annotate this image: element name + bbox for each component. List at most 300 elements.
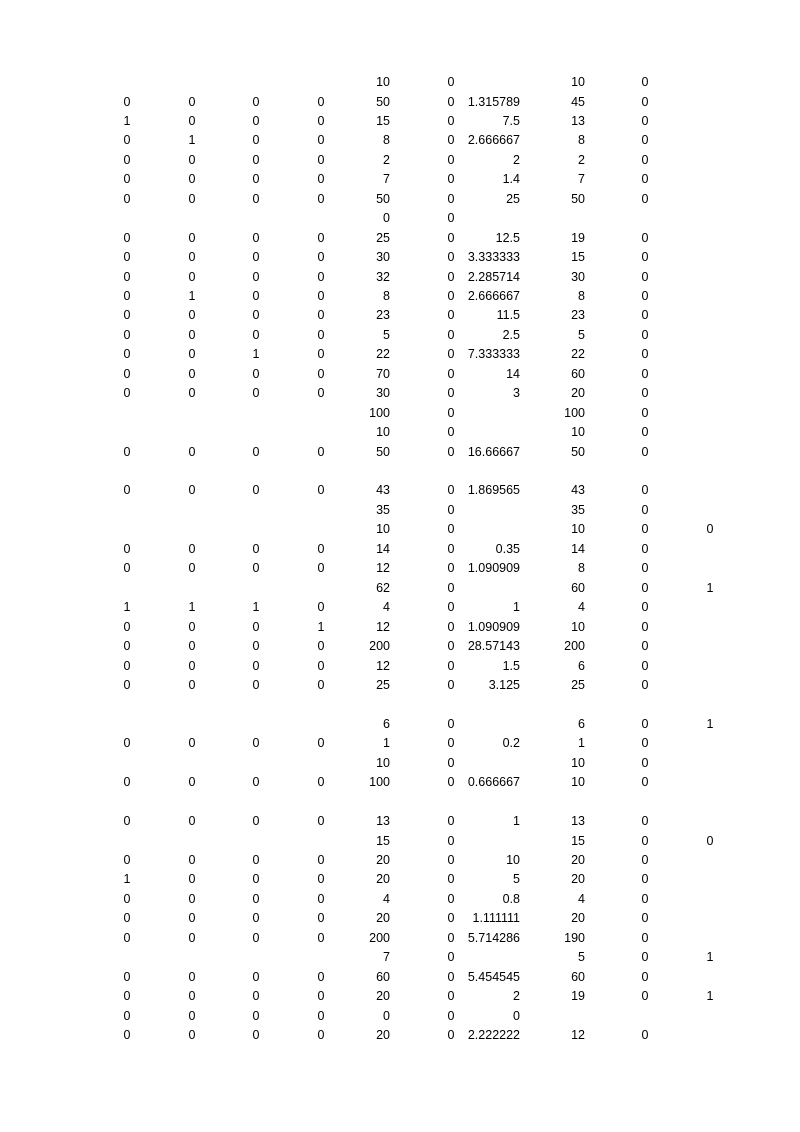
table-cell <box>450 948 520 967</box>
table-cell <box>112 579 142 598</box>
table-cell <box>695 793 725 812</box>
table-cell: 22 <box>376 347 390 362</box>
table-cell <box>695 773 725 792</box>
table-cell: 0 <box>252 152 260 167</box>
table-cell: 0 <box>252 853 260 867</box>
table-cell: 0 <box>188 191 196 206</box>
table-cell: 0 <box>188 386 196 401</box>
table-cell: 1 <box>188 288 196 303</box>
table-cell: 0 <box>641 444 649 459</box>
table-cell: 8 <box>383 133 390 148</box>
table-cell: 1 <box>123 600 131 615</box>
table-cell <box>695 812 725 831</box>
table-cell <box>450 754 520 773</box>
table-row <box>0 812 800 831</box>
table-cell: 0.2 <box>502 736 520 751</box>
table-cell <box>450 209 520 228</box>
table-cell <box>450 462 520 481</box>
table-cell: 20 <box>376 872 390 887</box>
table-cell <box>112 754 142 773</box>
table-cell: 0 <box>123 736 131 751</box>
table-row <box>0 695 800 714</box>
table-cell: 0 <box>252 172 260 187</box>
table-cell: 0 <box>641 814 649 829</box>
table-row <box>0 832 800 851</box>
table-cell: 0 <box>188 230 196 245</box>
table-row <box>0 112 800 131</box>
table-cell: 0 <box>447 775 455 790</box>
table-cell: 0 <box>641 853 649 867</box>
table-cell <box>695 93 725 112</box>
table-cell: 0 <box>317 172 325 187</box>
table-cell <box>630 1007 660 1026</box>
table-cell: 0 <box>252 230 260 245</box>
table-cell: 0 <box>317 386 325 401</box>
table-cell: 10 <box>376 522 390 537</box>
table-cell: 0 <box>641 327 649 342</box>
table-cell <box>177 715 207 734</box>
table-cell: 0 <box>317 113 325 128</box>
table-cell: 5 <box>383 327 390 342</box>
table-cell: 25 <box>571 677 585 692</box>
table-cell: 1 <box>706 716 714 731</box>
table-cell <box>241 501 271 520</box>
table-cell: 0 <box>447 736 455 751</box>
table-cell: 0 <box>123 989 131 1004</box>
table-cell: 0 <box>317 483 325 498</box>
table-cell: 0 <box>123 172 131 187</box>
table-cell: 7.333333 <box>467 347 520 362</box>
table-cell: 0 <box>252 677 260 692</box>
table-cell <box>241 404 271 423</box>
table-cell <box>525 209 585 228</box>
table-cell: 0 <box>317 288 325 303</box>
table-cell: 0 <box>317 230 325 245</box>
table-cell: 0 <box>123 541 131 556</box>
table-cell: 1.5 <box>502 658 520 673</box>
table-cell <box>695 559 725 578</box>
table-cell: 35 <box>571 502 585 517</box>
table-cell: 0 <box>447 113 455 128</box>
table-cell: 0 <box>317 989 325 1004</box>
table-cell <box>241 754 271 773</box>
table-cell: 50 <box>376 94 390 109</box>
table-cell: 5 <box>578 327 585 342</box>
table-cell: 0 <box>641 716 649 731</box>
table-cell: 0 <box>123 133 131 148</box>
table-cell: 0 <box>641 950 649 965</box>
table-cell: 0 <box>123 677 131 692</box>
table-cell: 0 <box>123 269 131 284</box>
table-cell: 20 <box>571 872 585 887</box>
table-cell: 60 <box>571 366 585 381</box>
table-cell: 0 <box>641 639 649 653</box>
table-cell: 1.869565 <box>467 483 520 498</box>
table-cell: 0 <box>641 250 649 264</box>
table-cell <box>177 209 207 228</box>
table-cell: 0 <box>188 814 196 829</box>
table-cell: 0 <box>641 347 649 362</box>
table-row <box>0 851 800 870</box>
table-cell: 0 <box>188 639 196 653</box>
table-cell: 0 <box>447 386 455 401</box>
table-cell: 0 <box>188 347 196 362</box>
table-cell: 16.66667 <box>467 444 520 459</box>
table-row <box>0 131 800 150</box>
table-cell: 12 <box>376 619 390 634</box>
table-row <box>0 345 800 364</box>
table-cell: 0 <box>641 386 649 401</box>
table-cell: 0 <box>317 930 325 945</box>
table-cell <box>112 404 142 423</box>
table-cell <box>695 890 725 909</box>
table-cell: 0 <box>123 775 131 790</box>
table-cell: 15 <box>376 113 390 128</box>
table-cell: 70 <box>376 366 390 381</box>
table-cell: 0 <box>123 308 131 323</box>
table-cell: 0 <box>252 288 260 303</box>
table-row <box>0 637 800 656</box>
table-cell: 7 <box>383 172 390 187</box>
table-cell: 0 <box>317 269 325 284</box>
table-cell <box>695 657 725 676</box>
table-cell: 0 <box>188 1028 196 1042</box>
table-cell: 0.8 <box>502 891 520 906</box>
table-cell: 0 <box>641 619 649 634</box>
table-cell: 0 <box>447 853 455 867</box>
table-cell: 0 <box>447 891 455 906</box>
table-cell: 0 <box>447 250 455 264</box>
table-cell <box>177 404 207 423</box>
table-cell: 0 <box>123 891 131 906</box>
table-cell: 4 <box>578 891 585 906</box>
table-cell: 0 <box>447 755 455 770</box>
table-cell: 0 <box>447 94 455 109</box>
table-cell: 0 <box>317 911 325 926</box>
table-cell <box>695 540 725 559</box>
table-cell <box>177 73 207 92</box>
table-cell: 0 <box>641 75 649 89</box>
table-cell <box>177 754 207 773</box>
table-cell <box>695 209 725 228</box>
table-cell <box>177 520 207 539</box>
table-cell: 0 <box>252 483 260 498</box>
table-cell: 62 <box>376 580 390 595</box>
table-cell: 7.5 <box>502 113 520 128</box>
table-cell <box>695 501 725 520</box>
table-row <box>0 793 800 812</box>
table-cell: 0 <box>317 814 325 829</box>
table-cell: 0 <box>447 541 455 556</box>
table-cell: 0 <box>447 327 455 342</box>
table-cell: 0 <box>252 736 260 751</box>
table-cell <box>695 637 725 656</box>
table-cell: 0 <box>317 541 325 556</box>
table-cell: 0 <box>317 308 325 323</box>
table-cell: 0 <box>447 347 455 362</box>
table-cell: 0 <box>123 658 131 673</box>
table-cell <box>695 929 725 948</box>
table-cell: 0 <box>123 152 131 167</box>
table-cell <box>630 793 660 812</box>
table-cell: 0 <box>447 872 455 887</box>
table-cell: 1 <box>578 736 585 751</box>
table-cell: 0.666667 <box>467 775 520 790</box>
table-cell: 0 <box>188 308 196 323</box>
table-row <box>0 443 800 462</box>
table-row <box>0 598 800 617</box>
table-cell: 0 <box>706 522 714 537</box>
table-cell: 0 <box>252 386 260 401</box>
table-cell: 0 <box>447 600 455 615</box>
table-cell: 0 <box>317 133 325 148</box>
table-row <box>0 170 800 189</box>
table-cell: 8 <box>383 288 390 303</box>
table-cell: 0 <box>317 152 325 167</box>
table-cell: 1 <box>513 814 520 829</box>
table-cell: 1 <box>188 133 196 148</box>
table-cell: 0 <box>641 1028 649 1042</box>
table-cell: 0 <box>317 94 325 109</box>
table-cell: 14 <box>506 366 520 381</box>
table-cell <box>450 715 520 734</box>
table-cell <box>695 481 725 500</box>
table-cell: 0 <box>513 1008 520 1023</box>
table-cell: 0 <box>447 152 455 167</box>
table-cell: 1 <box>513 600 520 615</box>
table-row <box>0 365 800 384</box>
table-cell: 0 <box>188 872 196 887</box>
table-cell <box>241 948 271 967</box>
table-cell: 200 <box>564 639 585 653</box>
table-cell: 0 <box>447 658 455 673</box>
table-cell <box>695 404 725 423</box>
table-cell <box>695 131 725 150</box>
table-cell: 0 <box>641 541 649 556</box>
table-cell <box>177 423 207 442</box>
table-row <box>0 1007 800 1026</box>
table-cell: 0 <box>641 288 649 303</box>
table-cell: 0 <box>447 561 455 576</box>
table-cell: 1.4 <box>502 172 520 187</box>
table-cell: 11.5 <box>496 308 520 323</box>
table-cell <box>177 579 207 598</box>
table-row <box>0 404 800 423</box>
table-cell <box>177 832 207 851</box>
table-cell <box>695 326 725 345</box>
table-cell <box>525 793 585 812</box>
table-cell: 6 <box>578 658 585 673</box>
table-cell <box>695 170 725 189</box>
table-cell: 0 <box>447 75 455 89</box>
table-cell: 20 <box>376 853 390 867</box>
table-cell <box>450 404 520 423</box>
table-cell: 0 <box>317 736 325 751</box>
table-cell: 0 <box>447 814 455 829</box>
table-cell: 25 <box>506 191 520 206</box>
table-cell <box>695 268 725 287</box>
table-cell: 1 <box>123 113 131 128</box>
table-cell <box>695 598 725 617</box>
table-row <box>0 948 800 967</box>
table-row <box>0 326 800 345</box>
table-cell <box>450 695 520 714</box>
table-cell: 10 <box>571 775 585 790</box>
table-cell: 0 <box>188 891 196 906</box>
table-row <box>0 423 800 442</box>
table-cell: 30 <box>376 250 390 264</box>
table-cell: 5 <box>513 872 520 887</box>
table-cell: 100 <box>369 405 390 420</box>
table-cell: 12.5 <box>495 230 520 245</box>
table-cell: 0 <box>641 600 649 615</box>
table-cell <box>241 73 271 92</box>
table-cell <box>177 948 207 967</box>
table-cell <box>695 676 725 695</box>
table-cell: 13 <box>376 814 390 829</box>
table-cell: 50 <box>571 191 585 206</box>
table-cell: 0 <box>123 639 131 653</box>
table-cell <box>112 73 142 92</box>
table-cell: 1 <box>706 950 714 965</box>
table-cell: 2.222222 <box>467 1028 520 1042</box>
table-cell: 43 <box>571 483 585 498</box>
table-cell: 200 <box>369 930 390 945</box>
table-cell: 15 <box>376 833 390 848</box>
table-cell <box>112 695 142 714</box>
table-cell: 0 <box>252 775 260 790</box>
table-cell: 20 <box>376 911 390 926</box>
table-cell: 0 <box>188 366 196 381</box>
table-cell: 0 <box>123 1028 131 1042</box>
table-cell: 3.333333 <box>467 250 520 264</box>
table-cell: 0 <box>447 425 455 440</box>
table-cell: 8 <box>578 288 585 303</box>
table-cell: 0 <box>123 250 131 264</box>
table-cell <box>695 851 725 870</box>
table-cell: 0 <box>641 872 649 887</box>
table-cell <box>112 462 142 481</box>
table-cell <box>330 793 390 812</box>
table-cell: 0 <box>188 541 196 556</box>
table-cell: 15 <box>571 833 585 848</box>
table-cell: 25 <box>376 230 390 245</box>
table-cell <box>112 209 142 228</box>
table-cell: 0 <box>252 658 260 673</box>
table-cell: 20 <box>571 853 585 867</box>
table-cell: 2.666667 <box>467 288 520 303</box>
table-cell: 0 <box>252 327 260 342</box>
table-cell: 0 <box>641 580 649 595</box>
table-cell <box>241 520 271 539</box>
table-cell: 4 <box>383 600 390 615</box>
table-cell: 25 <box>376 677 390 692</box>
table-cell: 0 <box>252 561 260 576</box>
table-cell <box>177 501 207 520</box>
table-cell <box>450 793 520 812</box>
table-cell <box>695 443 725 462</box>
table-cell <box>695 190 725 209</box>
table-cell <box>241 793 271 812</box>
table-cell: 0 <box>188 1008 196 1023</box>
table-cell: 4 <box>383 891 390 906</box>
table-cell: 7 <box>383 950 390 965</box>
table-cell: 60 <box>376 969 390 984</box>
table-row <box>0 93 800 112</box>
table-cell: 0 <box>252 619 260 634</box>
table-cell: 23 <box>376 308 390 323</box>
table-cell: 30 <box>376 386 390 401</box>
table-cell: 10 <box>571 425 585 440</box>
table-cell: 0 <box>252 969 260 984</box>
table-cell <box>695 909 725 928</box>
table-cell: 12 <box>376 658 390 673</box>
table-cell: 0 <box>641 113 649 128</box>
table-cell: 0 <box>252 308 260 323</box>
table-cell: 0 <box>123 94 131 109</box>
table-cell: 0 <box>317 347 325 362</box>
table-cell: 0 <box>641 191 649 206</box>
table-cell: 2 <box>513 152 520 167</box>
table-cell: 0 <box>188 677 196 692</box>
table-cell: 1 <box>252 347 260 362</box>
table-cell <box>112 501 142 520</box>
table-row <box>0 559 800 578</box>
table-cell: 5.714286 <box>467 930 520 945</box>
table-cell: 32 <box>376 269 390 284</box>
table-cell: 0 <box>317 191 325 206</box>
table-cell: 0 <box>123 327 131 342</box>
table-cell: 0 <box>641 502 649 517</box>
table-cell: 0 <box>447 191 455 206</box>
table-cell: 0 <box>188 989 196 1004</box>
table-row <box>0 520 800 539</box>
table-cell: 20 <box>571 911 585 926</box>
table-cell: 0 <box>317 969 325 984</box>
table-cell <box>241 423 271 442</box>
table-row <box>0 248 800 267</box>
table-row <box>0 987 800 1006</box>
table-row <box>0 968 800 987</box>
table-cell: 2 <box>578 152 585 167</box>
table-cell: 0 <box>447 133 455 148</box>
table-cell: 3 <box>513 386 520 401</box>
table-cell <box>177 793 207 812</box>
table-cell: 0 <box>252 94 260 109</box>
table-cell <box>695 384 725 403</box>
table-cell: 2.666667 <box>467 133 520 148</box>
table-cell: 10 <box>571 522 585 537</box>
table-cell: 0 <box>641 269 649 284</box>
table-cell: 0 <box>188 483 196 498</box>
table-cell <box>112 715 142 734</box>
table-cell: 10 <box>571 75 585 89</box>
table-cell: 0 <box>447 269 455 284</box>
table-cell <box>695 968 725 987</box>
table-row <box>0 462 800 481</box>
table-row <box>0 715 800 734</box>
table-cell: 1 <box>706 989 714 1004</box>
table-cell: 10 <box>506 853 520 867</box>
table-cell: 0 <box>447 483 455 498</box>
table-cell: 0 <box>447 366 455 381</box>
table-cell <box>450 501 520 520</box>
table-row <box>0 384 800 403</box>
table-cell: 0 <box>123 191 131 206</box>
table-cell: 0 <box>252 366 260 381</box>
table-cell <box>112 793 142 812</box>
table-cell: 0 <box>252 872 260 887</box>
